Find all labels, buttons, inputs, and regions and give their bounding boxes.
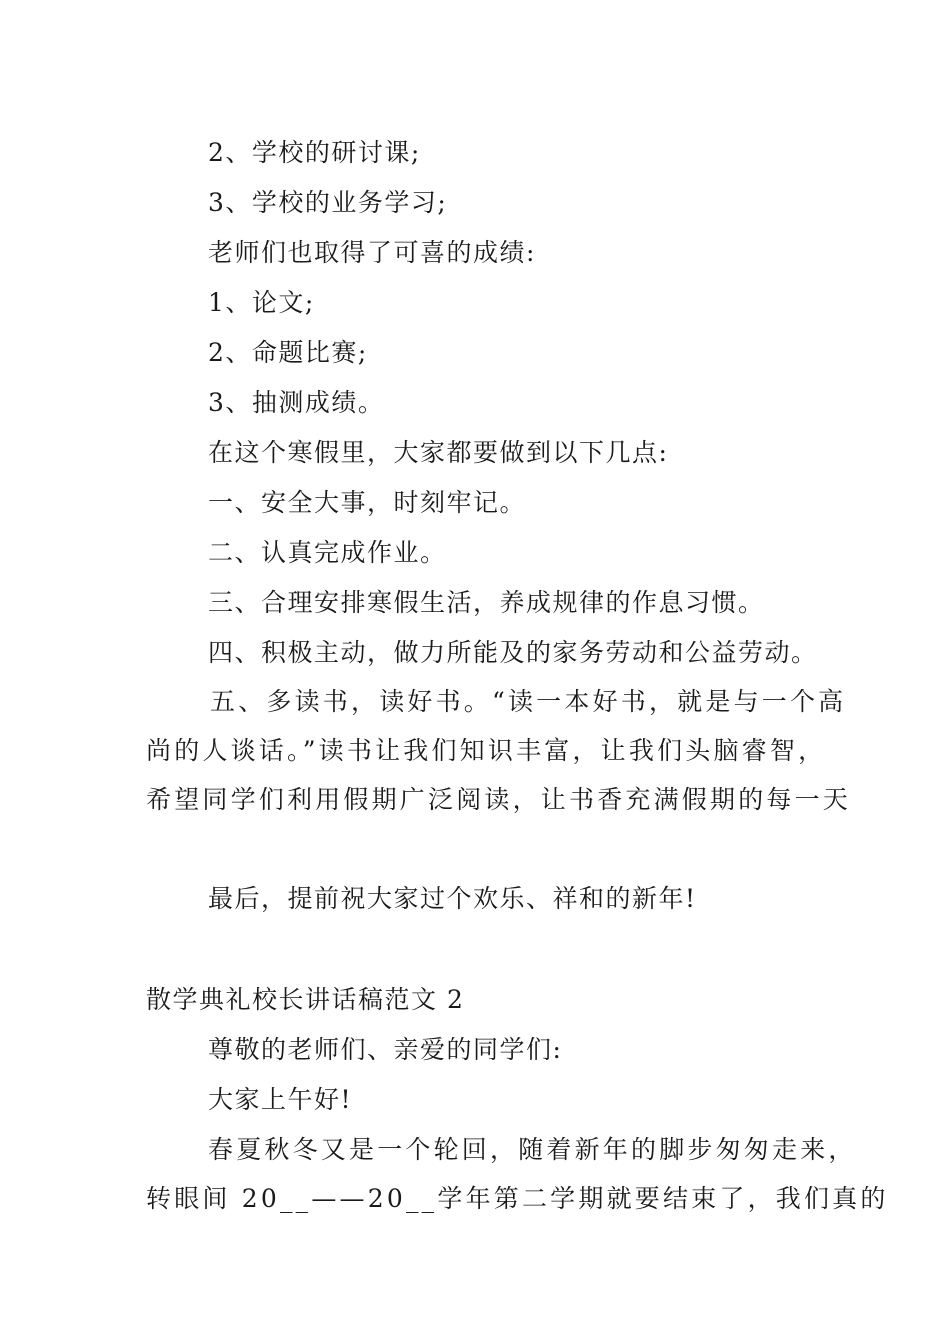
text-line-3: 老师们也取得了可喜的成绩: xyxy=(208,238,536,267)
text-line-2: 3、学校的业务学习; xyxy=(208,188,448,217)
text-line-4: 1、论文; xyxy=(208,288,315,317)
section-heading: 散学典礼校长讲话稿范文 2 xyxy=(146,985,465,1014)
text-line-5: 2、命题比赛; xyxy=(208,338,368,367)
text-line-12: 五、多读书，读好书。“读一本好书，就是与一个高 xyxy=(210,687,847,716)
text-line-1: 2、学校的研讨课; xyxy=(208,138,421,167)
text-line-20: 转眼间 20__——20__学年第二学期就要结束了，我们真的 xyxy=(146,1184,889,1213)
text-line-8: 一、安全大事，时刻牢记。 xyxy=(208,488,527,517)
text-line-15: 最后，提前祝大家过个欢乐、祥和的新年! xyxy=(208,884,697,913)
text-line-17: 尊敬的老师们、亲爱的同学们: xyxy=(208,1035,563,1064)
text-line-11: 四、积极主动，做力所能及的家务劳动和公益劳动。 xyxy=(208,638,818,667)
text-line-6: 3、抽测成绩。 xyxy=(208,388,385,417)
text-line-10: 三、合理安排寒假生活，养成规律的作息习惯。 xyxy=(208,588,765,617)
text-line-18: 大家上午好! xyxy=(208,1085,353,1114)
text-line-14: 希望同学们利用假期广泛阅读，让书香充满假期的每一天 xyxy=(146,785,852,814)
text-line-7: 在这个寒假里，大家都要做到以下几点: xyxy=(208,438,669,467)
text-line-13: 尚的人谈话。”读书让我们知识丰富，让我们头脑睿智， xyxy=(146,736,827,765)
text-line-9: 二、认真完成作业。 xyxy=(208,538,447,567)
text-line-19: 春夏秋冬又是一个轮回，随着新年的脚步匆匆走来， xyxy=(208,1135,857,1164)
